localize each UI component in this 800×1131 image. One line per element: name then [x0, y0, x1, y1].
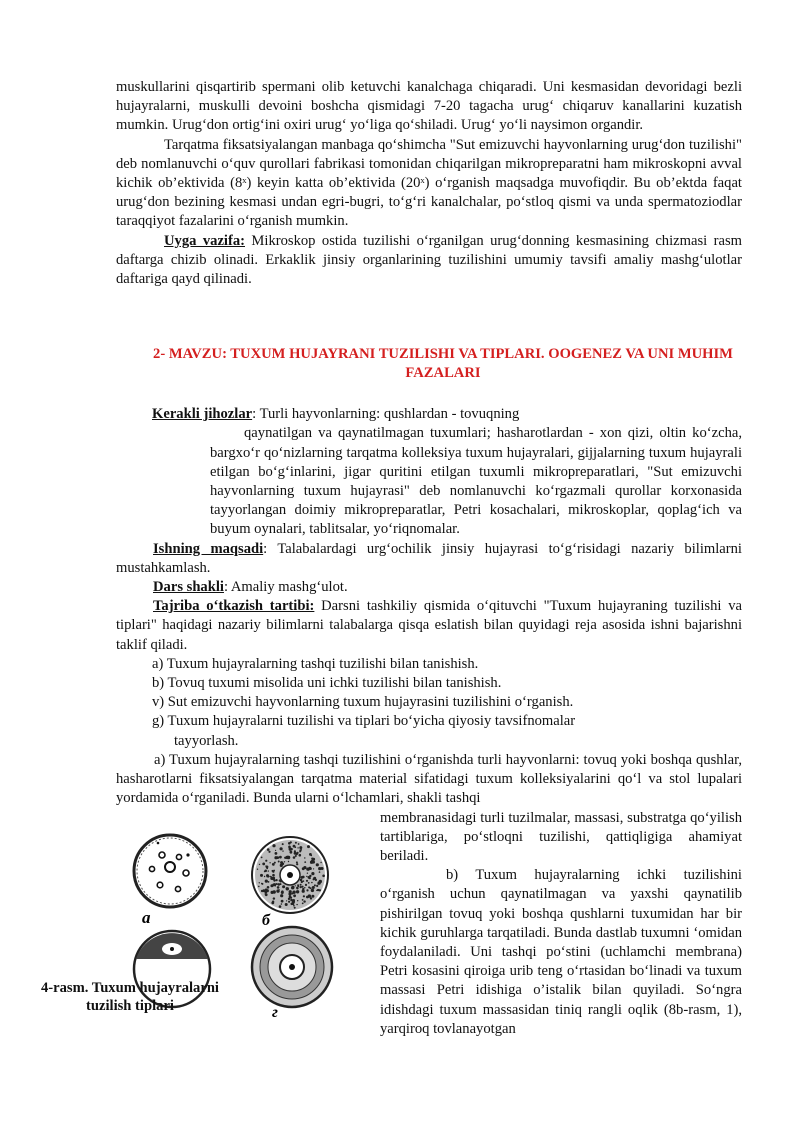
equipment-label: Kerakli jihozlar — [152, 406, 253, 423]
homework-text: Mikroskop ostida tuzilishi o‘rganilgan urug‘donning kesmasining chizmasi rasm daftarga chizib olinadi. Erkaklik jinsiy organlarining tuzilishini umumiy tavsifi amaliy mashg‘ulotlar daftariga qayd qilinadi. — [116, 232, 742, 288]
label-a: а — [142, 907, 151, 927]
goal-paragraph — [116, 540, 742, 578]
procedure-label: Tajriba o‘tkazish tartibi: — [153, 598, 315, 615]
egg-type-g — [252, 927, 332, 1007]
right-column — [380, 809, 742, 1039]
paragraph-2: Tarqatma fiksatsiyalangan manbaga qo‘shimcha "Sut emizuvchi hayvonlarning urug‘don tuzilishi" deb nomlanuvchi o‘quv qurollari fabrikasi tomonidan chiqarilgan mikropreparatni ham mikroskopni avval kichik ob’ektivida (8ˣ) keyin katta ob’ektivida (20ˣ) o‘rganish maqsadga muvofiqdir. Bu ob’ektda faqat urug‘don bezining kesmasi undan egri-bugri, to‘g‘ri kanalchalar, po‘stloq qismi va unda spermatoziodlar taraqqiyot fazalarini o‘rganish mumkin. — [116, 136, 742, 230]
equipment-intro: : Turli hayvonlarning: qushlardan - tovuqning — [252, 406, 520, 423]
homework-paragraph — [116, 232, 742, 290]
page-body — [41, 78, 742, 1039]
paragraph-b: b) Tuxum hujayralarning ichki tuzilishini o‘rganish uchun qaynatilmagan va yaxshi qaynatilib pishirilgan tovuq yoki boshqa qushlarni tuxumidan har bir kichik guruhlarga tarqatiladi. Bunda dastlab tuxumni ‘omidan foydalaniladi. Uni tashqi po‘stini (uchlamchi membrana) Petri kosasini qiroiga urib teng o‘rtasidan bo‘linadi va tuxum massasi Petri idishiga o’istalik bilan quyiladi. So‘ngra idishdagi tuxum massasidan tiniq rangli oqlik (8b-rasm, 1), yarqiroq tovlanayotgan — [380, 867, 742, 1037]
goal-text: : Talabalardagi urg‘ochilik jinsiy hujayrasi to‘g‘risidagi nazariy bilimlarni mustahkamlash. — [116, 540, 742, 576]
procedure-text: Darsni tashkiliy qismida o‘qituvchi "Tuxum hujayraning tuzilishi va tiplari" haqidagi nazariy bilimlarni talabalarga qisqa eslatish bilan quyidagi reja asosida ishni bajarishni taklif qiladi. — [116, 598, 742, 653]
equipment-first-line — [116, 405, 742, 424]
figure-block — [41, 809, 742, 1039]
figure-4 — [41, 809, 380, 1029]
paragraph-1: muskullarini qisqartirib spermani olib ketuvchi kanalchaga chiqaradi. Uni kesmasidan devoridagi bezli hujayralarni, muskulli devoini boshcha qismidagi 7-20 tagacha urug‘ chiqaruv kanallarini kuzatish mumkin. Urug‘don ortig‘ini oxiri urug‘ yo‘liga qo‘shiladi. Urug‘ yo‘li naysimon organdir. — [116, 79, 742, 134]
paragraph-a-continuation: membranasidagi turli tuzilmalar, massasi, substratga qo‘yilish tartiblariga, po‘stloqni tuzilishi, qattiqligiga ahamiyat beriladi. — [380, 809, 742, 864]
label-b: б — [262, 911, 270, 929]
list-item: b) Tovuq tuxumi misolida uni ichki tuzilishi bilan tanishish. — [152, 675, 502, 692]
list-item: g) Tuxum hujayralarni tuzilishi va tiplari bo‘yicha qiyosiy tavsifnomalar — [152, 713, 576, 730]
figure-caption: 4-rasm. Tuxum hujayralarni tuzilish tiplari — [41, 979, 219, 1014]
list-item: v) Sut emizuvchi hayvonlarning tuxum hujayrasini tuzilishini o‘rganish. — [152, 694, 574, 711]
list-item-continuation: tayyorlash. — [174, 732, 239, 749]
lesson-form-paragraph — [116, 578, 742, 597]
goal-label: Ishning maqsadi — [153, 540, 264, 557]
lesson-form-text: : Amaliy mashg‘ulot. — [223, 579, 348, 596]
egg-type-a — [134, 835, 206, 907]
list-item: a) Tuxum hujayralarning tashqi tuzilishi bilan tanishish. — [152, 655, 479, 672]
section-heading: 2- MAVZU: TUXUM HUJAYRANI TUZILISHI VA TIPLARI. OOGENEZ VA UNI MUHIM FAZALARI — [153, 346, 733, 382]
procedure-paragraph — [116, 597, 742, 655]
lesson-form-label: Dars shakli — [153, 579, 224, 596]
paragraph-a: a) Tuxum hujayralarning tashqi tuzilishini o‘rganishda turli hayvonlarni: tovuq yoki boshqa qushlar, hasharotlarni fiksatsiyalangan tarqatma material sifatidagi tuxum kolleksiyalarini qo‘l va stol lupalari yordamida o‘rganiladi. Bunda ularni o‘lchamlari, shakli tashqi — [116, 751, 742, 807]
equipment-list: qaynatilgan va qaynatilmagan tuxumlari; hasharotlardan - xon qizi, oltin ko‘zcha, bargxo‘r qo‘nizlarning tarqatma kolleksiya tuxum hujayralari, gijjalarning tuxum hujayrali etilgan bo‘g‘inlarini, jigar quritini etilgan tuxumli mikropreparatlari, "Sut emizuvchi hayvonlarning tuxum hujayrasi" deb nomlanuvchi ko‘rgazmali qurollar korxonasida tayyorlangan doimiy mikropreparatlar, Petri kosachalari, mikroskoplar, qoplag‘ich va buyum oynalari, tablitsalar, yo‘riqnomalar. — [210, 425, 742, 538]
label-g: г — [272, 1003, 278, 1021]
homework-label: Uyga vazifa: — [164, 232, 245, 249]
